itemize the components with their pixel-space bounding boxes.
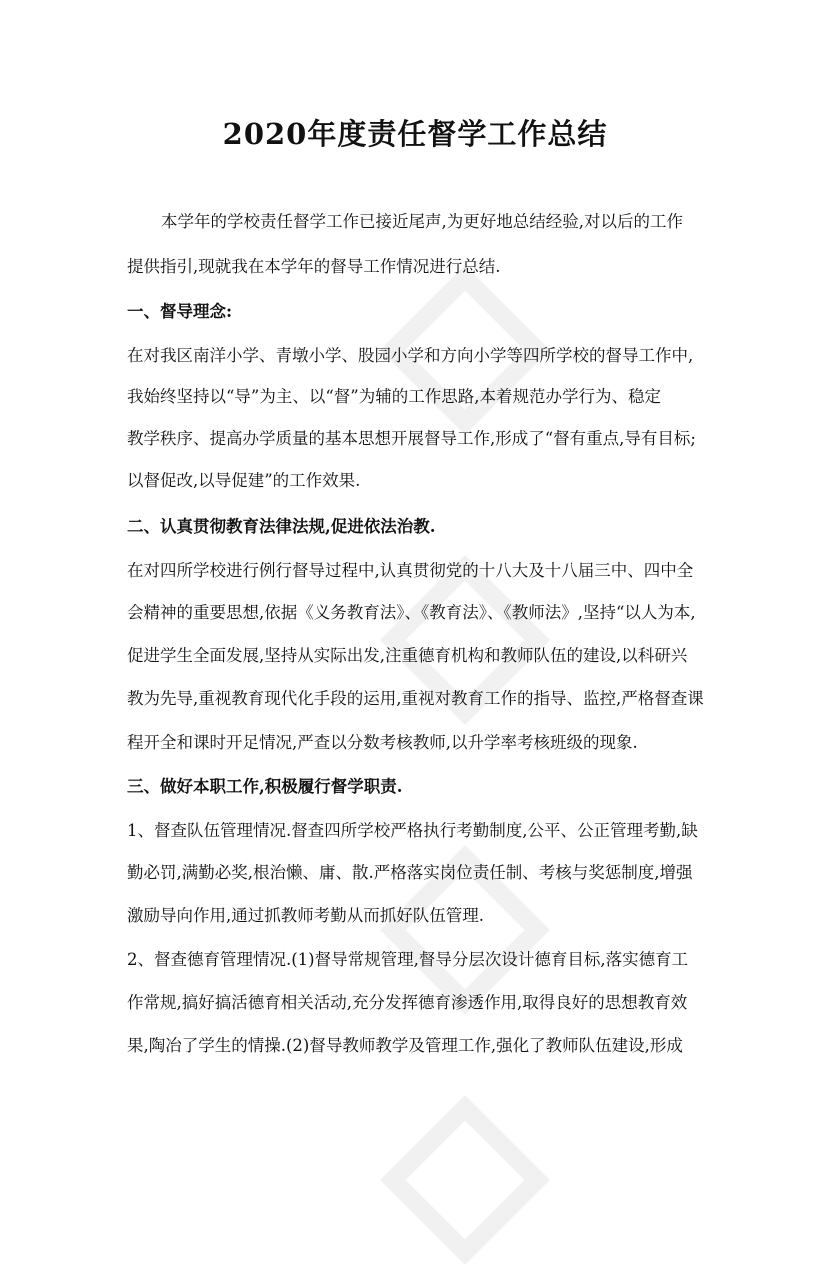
paragraph-line: 在对四所学校进行例行督导过程中,认真贯彻党的十八大及十八届三中、四中全 <box>127 561 694 580</box>
paragraph-line: 2、督查德育管理情况.(1)督导常规管理,督导分层次设计德育目标,落实德育工 <box>127 950 689 969</box>
intro-line-2: 提供指引,现就我在本学年的督导工作情况进行总结. <box>127 257 501 276</box>
paragraph-line: 1、督查队伍管理情况.督查四所学校严格执行考勤制度,公平、公正管理考勤,缺 <box>127 821 698 840</box>
paragraph-line: 以督促改,以导促建”的工作效果. <box>127 471 361 490</box>
paragraph-line: 会精神的重要思想,依据《义务教育法》、《教育法》、《教师法》,坚持“以人为本, <box>127 603 696 622</box>
paragraph-line: 程开全和课时开足情况,严查以分数考核教师,以升学率考核班级的现象. <box>127 733 638 752</box>
intro-line-1: 本学年的学校责任督学工作已接近尾声,为更好地总结经验,对以后的工作 <box>161 212 683 231</box>
paragraph-line: 激励导向作用,通过抓教师考勤从而抓好队伍管理. <box>127 906 484 925</box>
section-heading-2: 二、认真贯彻教育法律法规,促进依法治教. <box>127 517 436 536</box>
paragraph-line: 促进学生全面发展,坚持从实际出发,注重德育机构和教师队伍的建设,以科研兴 <box>127 646 688 665</box>
paragraph-line: 教为先导,重视教育现代化手段的运用,重视对教育工作的指导、监控,严格督查课 <box>127 689 704 708</box>
document-title: 2020年度责任督学工作总结 <box>222 117 608 151</box>
paragraph-line: 在对我区南洋小学、青墩小学、股园小学和方向小学等四所学校的督导工作中, <box>127 346 694 365</box>
section-heading-3: 三、做好本职工作,积极履行督学职责. <box>127 777 403 796</box>
paragraph-line: 教学秩序、提高办学质量的基本思想开展督导工作,形成了“督有重点,导有目标; <box>127 429 696 448</box>
paragraph-line: 勤必罚,满勤必奖,根治懒、庸、散.严格落实岗位责任制、考核与奖惩制度,增强 <box>127 863 693 882</box>
paragraph-line: 作常规,搞好搞活德育相关活动,充分发挥德育渗透作用,取得良好的思想教育效 <box>127 993 688 1012</box>
paragraph-line: 我始终坚持以“导”为主、以“督”为辅的工作思路,本着规范办学行为、稳定 <box>127 387 661 406</box>
paragraph-line: 果,陶冶了学生的情操.(2)督导教师教学及管理工作,强化了教师队伍建设,形成 <box>127 1036 683 1055</box>
section-heading-1: 一、督导理念: <box>127 302 233 321</box>
